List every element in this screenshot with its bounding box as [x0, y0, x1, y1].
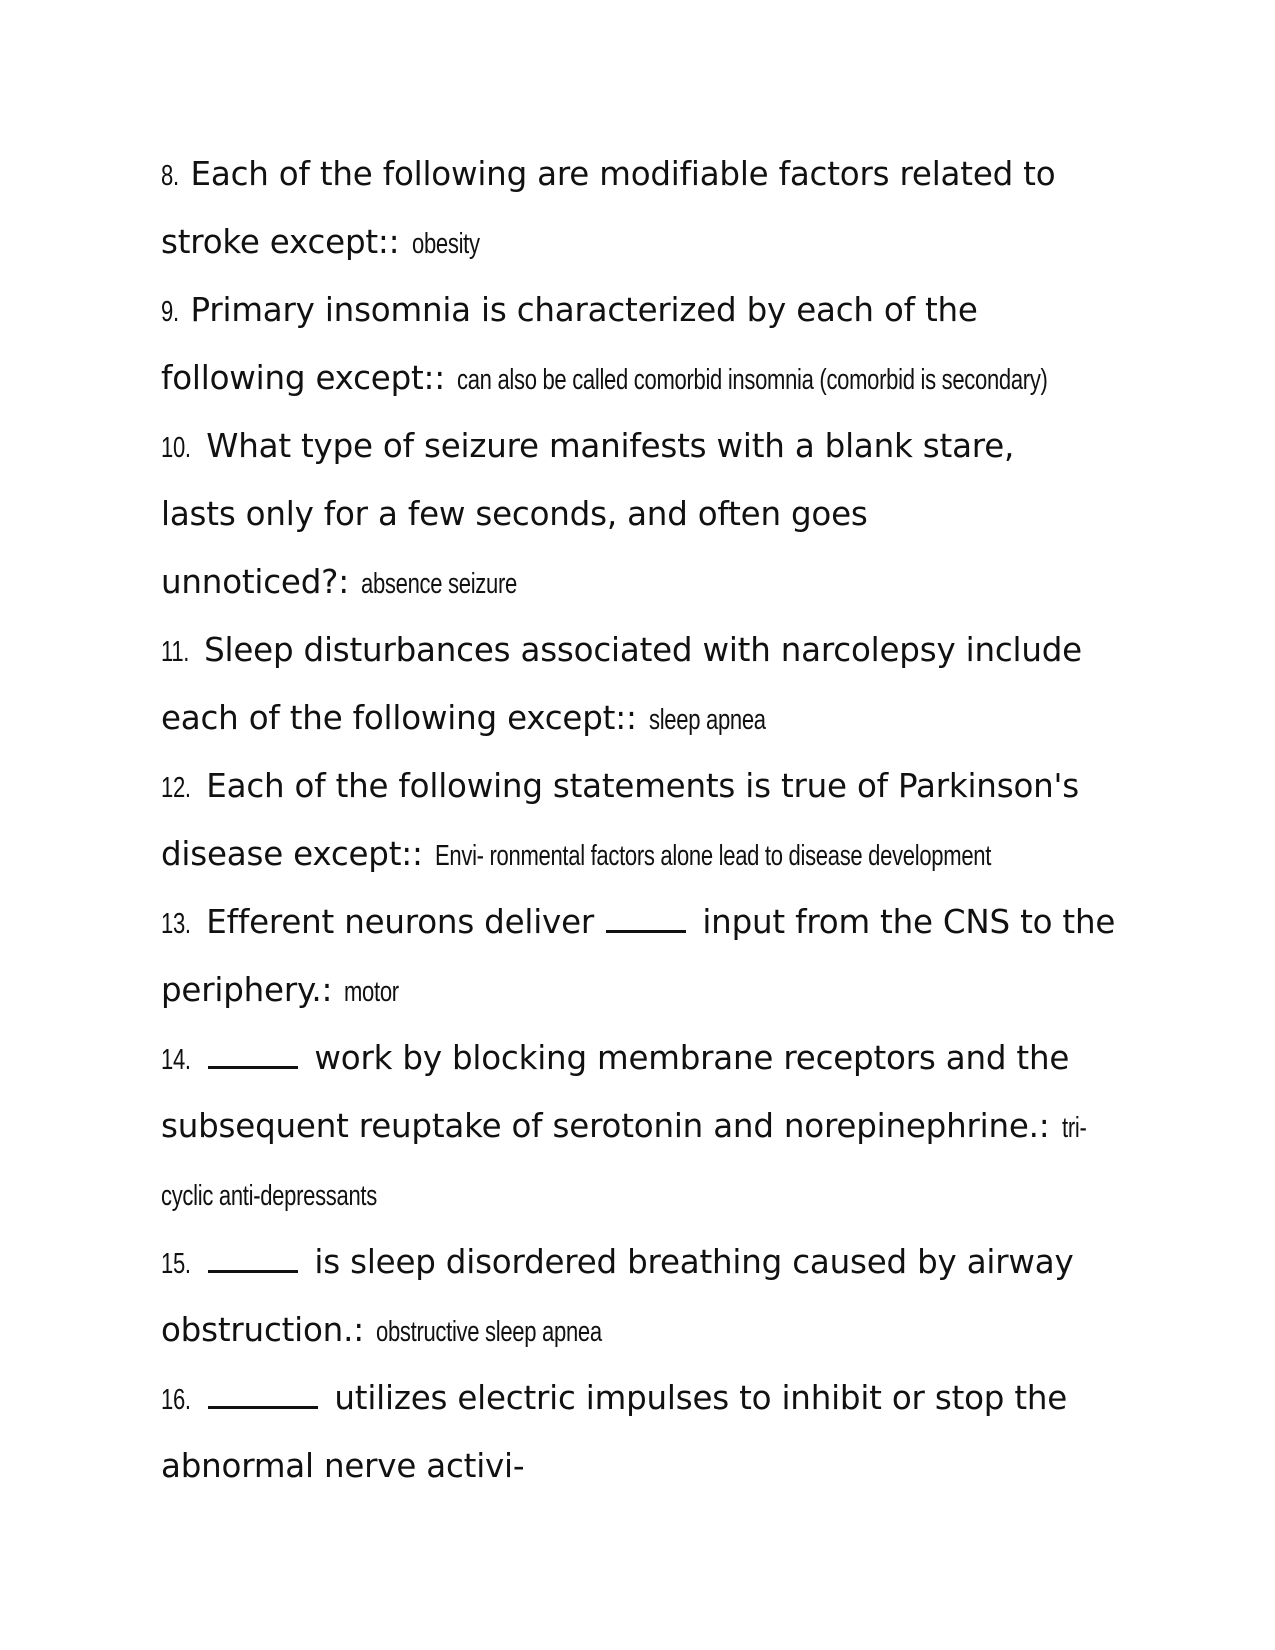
question-text: Each of the following statements is true of Parkinson's — [206, 767, 1079, 805]
question-16-line-1 — [161, 1364, 1161, 1432]
question-15-line-1 — [161, 1228, 1161, 1296]
question-text: unnoticed?: — [161, 563, 349, 601]
question-14-line-1 — [161, 1024, 1161, 1092]
question-text: Primary insomnia is characterized by each of the — [190, 291, 978, 329]
question-number: 12. — [161, 772, 191, 804]
question-number: 16. — [161, 1384, 191, 1416]
question-12-line-2 — [161, 820, 1161, 888]
question-11-line-1 — [161, 616, 1161, 684]
question-10-line-3 — [161, 548, 1161, 616]
question-12-line-1 — [161, 752, 1161, 820]
question-text: each of the following except:: — [161, 699, 637, 737]
question-number: 9. — [161, 296, 179, 328]
question-14-line-2 — [161, 1092, 1161, 1160]
question-8-line-2 — [161, 208, 1161, 276]
question-text: What type of seizure manifests with a blank stare, — [206, 427, 1015, 465]
question-text: following except:: — [161, 359, 446, 397]
question-number: 8. — [161, 160, 179, 192]
answer-text: absence seizure — [361, 568, 518, 600]
question-text: obstruction.: — [161, 1311, 364, 1349]
question-9-line-1 — [161, 276, 1161, 344]
answer-text: can also be called comorbid insomnia (comorbid is secondary) — [457, 364, 1048, 396]
question-11-line-2 — [161, 684, 1161, 752]
question-text: utilizes electric impulses to inhibit or stop the — [334, 1379, 1068, 1417]
question-number: 13. — [161, 908, 191, 940]
fill-in-blank — [606, 904, 686, 933]
question-13-line-2 — [161, 956, 1161, 1024]
question-text: is sleep disordered breathing caused by airway — [314, 1243, 1074, 1281]
question-8-line-1 — [161, 140, 1161, 208]
answer-text: tri- — [1061, 1112, 1087, 1144]
answer-text: cyclic anti-depressants — [161, 1180, 377, 1212]
question-text: input from the CNS to the — [702, 903, 1116, 941]
question-text: subsequent reuptake of serotonin and norepinephrine.: — [161, 1107, 1050, 1145]
question-number: 14. — [161, 1044, 191, 1076]
answer-text: obstructive sleep apnea — [376, 1316, 602, 1348]
question-text: work by blocking membrane receptors and the — [314, 1039, 1070, 1077]
question-9-line-2 — [161, 344, 1161, 412]
question-number: 15. — [161, 1248, 191, 1280]
question-15-line-2 — [161, 1296, 1161, 1364]
fill-in-blank — [208, 1380, 318, 1409]
question-text: lasts only for a few seconds, and often goes — [161, 495, 868, 533]
question-list — [161, 140, 1161, 1500]
answer-text: sleep apnea — [648, 704, 766, 736]
question-10-line-2 — [161, 480, 1161, 548]
answer-text: motor — [344, 976, 400, 1008]
question-text: disease except:: — [161, 835, 423, 873]
answer-text: obesity — [411, 228, 480, 260]
question-text: periphery.: — [161, 971, 333, 1009]
question-10-line-1 — [161, 412, 1161, 480]
fill-in-blank — [208, 1244, 298, 1273]
question-text: Efferent neurons deliver — [206, 903, 595, 941]
question-text: stroke except:: — [161, 223, 400, 261]
question-text: Each of the following are modifiable factors related to — [190, 155, 1056, 193]
question-13-line-1 — [161, 888, 1161, 956]
question-16-line-2 — [161, 1432, 1161, 1500]
fill-in-blank — [208, 1040, 298, 1069]
answer-text: Envi- ronmental factors alone lead to disease development — [434, 840, 991, 872]
question-text: Sleep disturbances associated with narcolepsy include — [204, 631, 1082, 669]
question-text: abnormal nerve activi- — [161, 1447, 525, 1485]
question-number: 11. — [161, 636, 190, 668]
question-14-line-3 — [161, 1160, 1161, 1228]
question-number: 10. — [161, 432, 191, 464]
